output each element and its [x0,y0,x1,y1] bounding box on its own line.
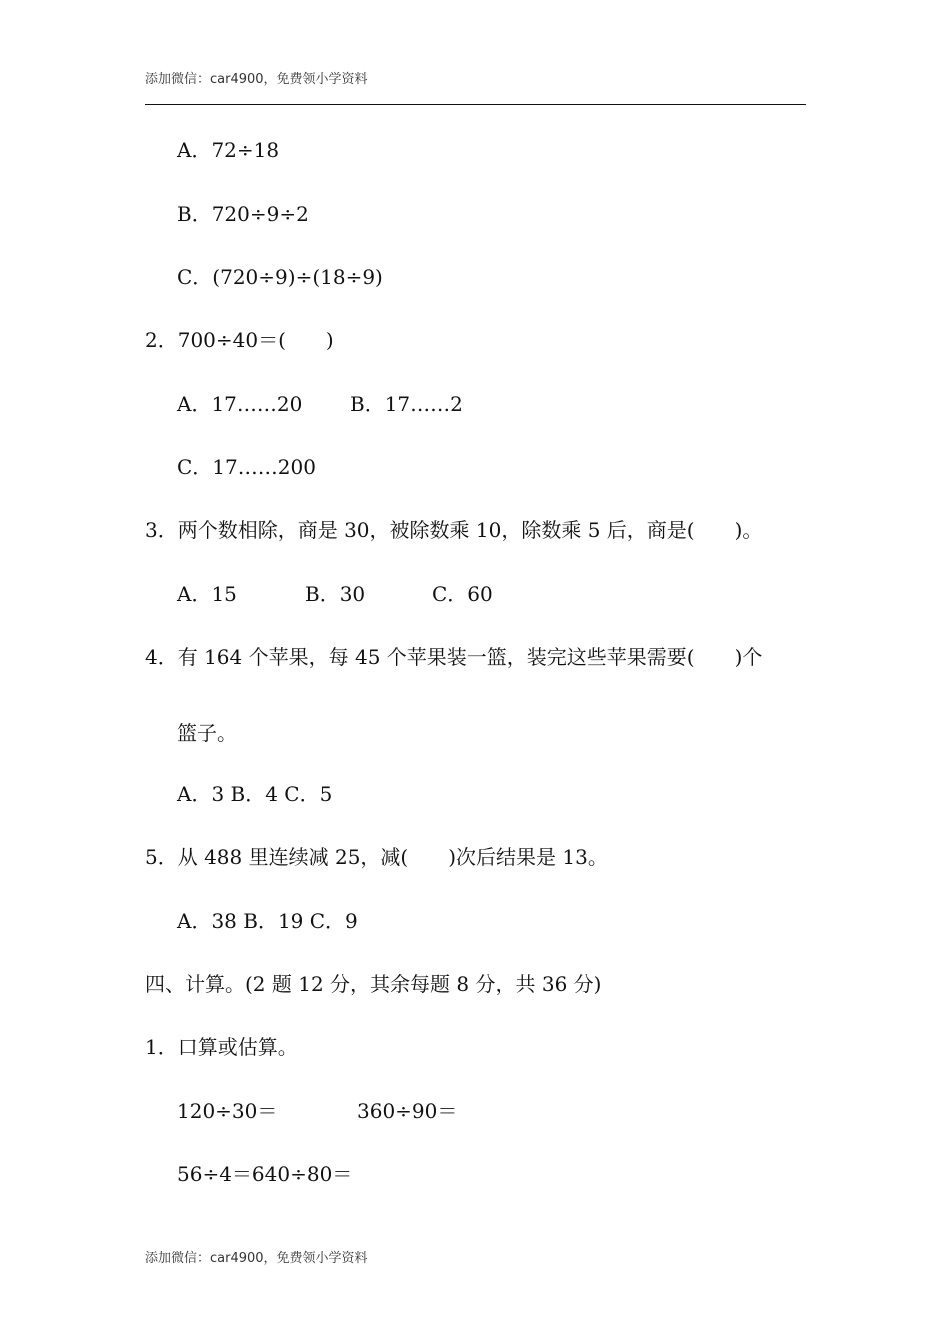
q2-stem: 2．700÷40＝( ) [145,328,334,352]
header-divider [145,104,806,105]
q3-option-c: C．60 [432,582,493,606]
section4-sub1: 1．口算或估算。 [145,1035,298,1059]
q4-options: A．3 B．4 C．5 [177,782,333,806]
q2-option-b: B．17……2 [350,392,463,416]
q3-option-b: B．30 [305,582,366,606]
section4-expr-3: 56÷4＝640÷80＝ [177,1162,353,1186]
q5-options: A．38 B．19 C．9 [177,909,358,933]
q5-stem: 5．从 488 里连续减 25，减( )次后结果是 13。 [145,845,608,869]
q2-option-c: C．17……200 [177,455,316,479]
section4-expr-2: 360÷90＝ [357,1099,458,1123]
q1-option-a: A．72÷18 [177,138,280,162]
section4-title: 四、计算。(2 题 12 分，其余每题 8 分，共 36 分) [145,972,602,996]
q3-option-a: A．15 [177,582,237,606]
q1-option-c: C．(720÷9)÷(18÷9) [177,265,383,289]
section4-expr-1: 120÷30＝ [177,1099,278,1123]
q4-stem-line1: 4．有 164 个苹果，每 45 个苹果装一篮，装完这些苹果需要( )个 [145,645,763,669]
q3-stem: 3．两个数相除，商是 30，被除数乘 10，除数乘 5 后，商是( )。 [145,518,763,542]
page-footer: 添加微信：car4900，免费领小学资料 [145,1251,368,1266]
q2-option-a: A．17……20 [177,392,303,416]
q4-stem-line2: 篮子。 [177,721,237,745]
q1-option-b: B．720÷9÷2 [177,202,309,226]
page-header: 添加微信：car4900，免费领小学资料 [145,72,368,87]
